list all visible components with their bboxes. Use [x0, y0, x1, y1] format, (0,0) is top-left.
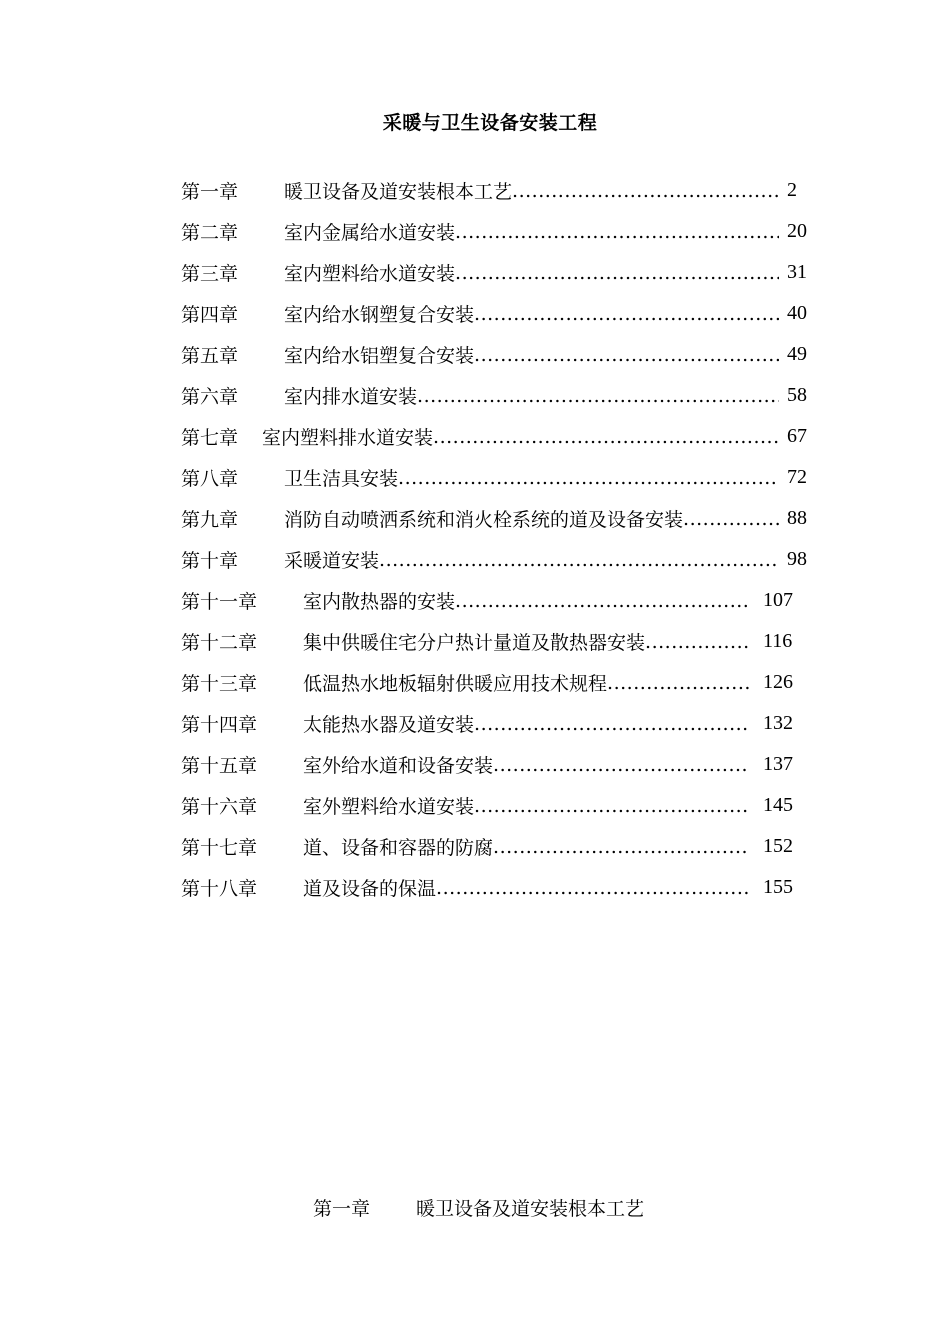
toc-chapter-label: 第十八章: [181, 878, 258, 900]
toc-row[interactable]: [181, 211, 821, 252]
toc-entry-title: 消防自动喷洒系统和消火栓系统的道及设备安装: [284, 509, 684, 531]
toc-chapter-label: 第十四章: [181, 714, 258, 736]
toc-chapter-label: 第六章: [181, 386, 239, 408]
toc-chapter-label: 第七章: [181, 427, 239, 449]
toc-leader-dots: [455, 590, 749, 612]
toc-entry-title: 集中供暖住宅分户热计量道及散热器安装: [303, 632, 646, 654]
page-title: 采暖与卫生设备安装工程: [382, 112, 598, 134]
toc-row[interactable]: [181, 744, 811, 785]
toc-chapter-label: 第九章: [181, 509, 239, 531]
toc-page-number: 152: [763, 835, 793, 857]
toc-page-number: 137: [763, 753, 793, 775]
toc-leader-dots: [436, 877, 749, 899]
toc-leader-dots: [474, 303, 779, 325]
toc-row[interactable]: [181, 580, 811, 621]
toc-leader-dots: [417, 385, 779, 407]
toc-chapter-label: 第一章: [181, 181, 239, 203]
toc-entry-title: 室内给水铝塑复合安装: [284, 345, 475, 367]
toc-entry-title: 室内给水钢塑复合安装: [284, 304, 475, 326]
toc-leader-dots: [493, 754, 749, 776]
toc-row[interactable]: [181, 826, 811, 867]
toc-page-number: 2: [787, 179, 797, 201]
toc-leader-dots: [455, 221, 779, 243]
toc-entry-title: 室内排水道安装: [284, 386, 418, 408]
toc-page-number: 31: [787, 261, 807, 283]
toc-row[interactable]: [181, 621, 811, 662]
toc-leader-dots: [607, 672, 749, 694]
toc-page-number: 145: [763, 794, 793, 816]
toc-page-number: 98: [787, 548, 807, 570]
toc-leader-dots: [379, 549, 779, 571]
toc-chapter-label: 第五章: [181, 345, 239, 367]
toc-row[interactable]: [181, 416, 821, 457]
toc-entry-title: 卫生洁具安装: [284, 468, 399, 490]
chapter-heading-label: 第一章: [313, 1198, 371, 1220]
toc-leader-dots: [683, 508, 779, 530]
toc-chapter-label: 第十章: [181, 550, 239, 572]
toc-row[interactable]: [181, 170, 821, 211]
toc-entry-title: 暖卫设备及道安装根本工艺: [284, 181, 513, 203]
toc-chapter-label: 第十三章: [181, 673, 258, 695]
toc-leader-dots: [512, 180, 779, 202]
toc-page-number: 72: [787, 466, 807, 488]
toc-chapter-label: 第二章: [181, 222, 239, 244]
toc-row[interactable]: [181, 293, 821, 334]
toc-row[interactable]: [181, 252, 821, 293]
toc-row[interactable]: [181, 785, 811, 826]
toc-page-number: 67: [787, 425, 807, 447]
toc-page-number: 20: [787, 220, 807, 242]
toc-page-number: 107: [763, 589, 793, 611]
toc-page-number: 58: [787, 384, 807, 406]
toc-page-number: 155: [763, 876, 793, 898]
chapter-heading: [313, 1194, 644, 1221]
toc-leader-dots: [455, 262, 779, 284]
toc-leader-dots: [493, 836, 749, 858]
toc-row[interactable]: [181, 662, 811, 703]
table-of-contents: [181, 170, 821, 908]
toc-page-number: 126: [763, 671, 793, 693]
toc-chapter-label: 第十五章: [181, 755, 258, 777]
toc-chapter-label: 第十一章: [181, 591, 258, 613]
toc-chapter-label: 第三章: [181, 263, 239, 285]
toc-page-number: 49: [787, 343, 807, 365]
toc-row[interactable]: [181, 703, 811, 744]
chapter-heading-title: 暖卫设备及道安装根本工艺: [416, 1198, 645, 1220]
toc-leader-dots: [398, 467, 779, 489]
toc-chapter-label: 第十二章: [181, 632, 258, 654]
toc-row[interactable]: [181, 539, 821, 580]
toc-entry-title: 室内散热器的安装: [303, 591, 456, 613]
toc-entry-title: 道及设备的保温: [303, 878, 437, 900]
toc-entry-title: 室内塑料排水道安装: [262, 427, 434, 449]
toc-chapter-label: 第十七章: [181, 837, 258, 859]
toc-page-number: 40: [787, 302, 807, 324]
toc-entry-title: 室内塑料给水道安装: [284, 263, 456, 285]
toc-page-number: 132: [763, 712, 793, 734]
toc-entry-title: 太能热水器及道安装: [303, 714, 475, 736]
toc-leader-dots: [474, 795, 749, 817]
toc-row[interactable]: [181, 375, 821, 416]
toc-chapter-label: 第八章: [181, 468, 239, 490]
toc-entry-title: 室内金属给水道安装: [284, 222, 456, 244]
toc-row[interactable]: [181, 867, 811, 908]
toc-entry-title: 室外塑料给水道安装: [303, 796, 475, 818]
toc-chapter-label: 第十六章: [181, 796, 258, 818]
toc-leader-dots: [645, 631, 749, 653]
toc-leader-dots: [474, 713, 749, 735]
toc-leader-dots: [474, 344, 779, 366]
toc-chapter-label: 第四章: [181, 304, 239, 326]
toc-page-number: 116: [763, 630, 793, 652]
toc-entry-title: 低温热水地板辐射供暖应用技术规程: [303, 673, 608, 695]
toc-row[interactable]: [181, 498, 821, 539]
toc-entry-title: 采暖道安装: [284, 550, 380, 572]
toc-page-number: 88: [787, 507, 807, 529]
toc-leader-dots: [433, 426, 779, 448]
toc-entry-title: 道、设备和容器的防腐: [303, 837, 494, 859]
toc-row[interactable]: [181, 334, 821, 375]
toc-row[interactable]: [181, 457, 821, 498]
toc-entry-title: 室外给水道和设备安装: [303, 755, 494, 777]
